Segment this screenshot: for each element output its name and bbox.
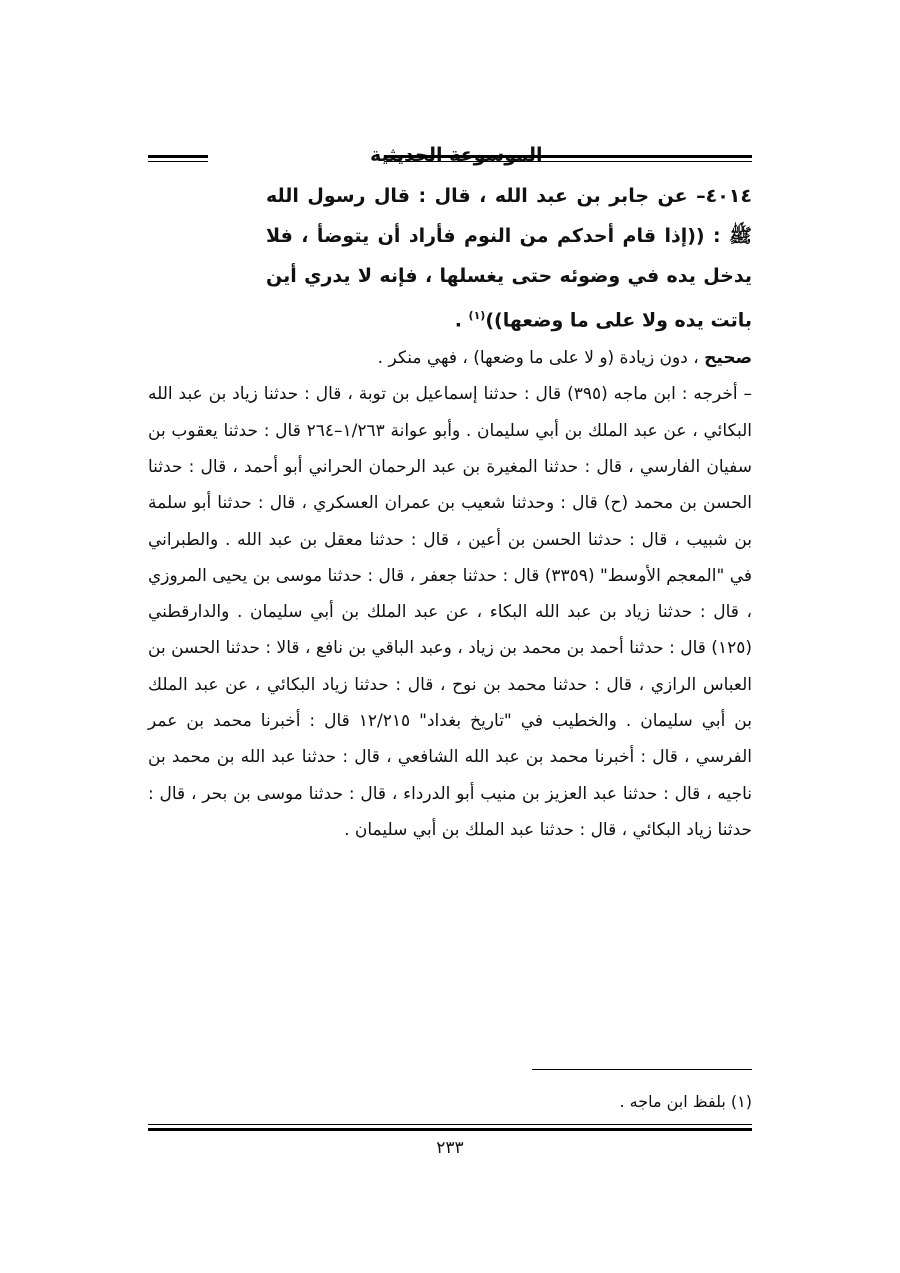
grading-text: ، دون زيادة (و لا على ما وضعها) ، فهي منكر .: [377, 348, 699, 369]
page-number: ٢٣٣: [436, 1138, 464, 1158]
header-rule-left: [148, 155, 208, 162]
takhrij-paragraph: – أخرجه : ابن ماجه (٣٩٥) قال : حدثنا إسماعيل بن توبة ، قال : حدثنا زياد بن عبد الله البكائي ، عن عبد الملك بن أبي سليمان . وأبو عوانة ١/٢٦٣–٢٦٤ قال : حدثنا يعقوب بن سفيان الفارسي ، قال : حدثنا المغيرة بن عبد الرحمان الحراني أبو أحمد ، قال : حدثنا الحسن بن محمد (ح) قال : وحدثنا شعيب بن عمران العسكري ، قال : حدثنا أبو سلمة بن شبيب ، قال : حدثنا الحسن بن أعين ، قال : حدثنا معقل بن عبد الله . والطبراني في "المعجم الأوسط" (٣٣٥٩) قال : حدثنا جعفر ، قال : حدثنا موسى بن يحيى المروزي ، قال : حدثنا زياد بن عبد الله البكاء ، عن عبد الملك بن أبي سليمان . والدارقطني (١٢٥) قال : حدثنا أحمد بن محمد بن زياد ، وعبد الباقي بن نافع ، قالا : حدثنا الحسن بن العباس الرازي ، قال : حدثنا محمد بن نوح ، قال : حدثنا زياد البكائي ، عن عبد الملك بن أبي سليمان . والخطيب في "تاريخ بغداد" ١٢/٢١٥ قال : أخبرنا محمد بن عمر الفرسي ، قال : أخبرنا محمد بن عبد الله الشافعي ، قال : حدثنا عبد الله بن محمد بن ناجيه ، قال : حدثنا عبد العزيز بن منيب أبو الدرداء ، قال : حدثنا موسى بن بحر ، قال : حدثنا زياد البكائي ، قال : حدثنا عبد الملك بن أبي سليمان .: [148, 384, 752, 840]
hadith-text: [148, 176, 752, 340]
hadith-number: ٤٠١٤–: [696, 185, 752, 207]
footnote-reference: (١): [468, 309, 486, 322]
page-header: الموسوعة الحديثية: [148, 142, 752, 172]
grading-line: [148, 340, 752, 376]
footnote-separator: [532, 1069, 752, 1070]
hadith-end: .: [454, 309, 469, 332]
grading-label: صحيح: [704, 348, 752, 369]
header-rule-right: [384, 155, 752, 162]
hadith-body: عن جابر بن عبد الله ، قال : قال رسول الله ﷺ : ((إذا قام أحدكم من النوم فأراد أن يتوضأ ، فلا يدخل يده في وضوئه حتى يغسلها ، فإنه لا يدري أين باتت يده ولا على ما وضعها)): [266, 185, 752, 332]
footer-rule: [148, 1124, 752, 1131]
main-content: [148, 172, 752, 848]
footnote: (١) بلفظ ابن ماجه .: [619, 1092, 752, 1111]
